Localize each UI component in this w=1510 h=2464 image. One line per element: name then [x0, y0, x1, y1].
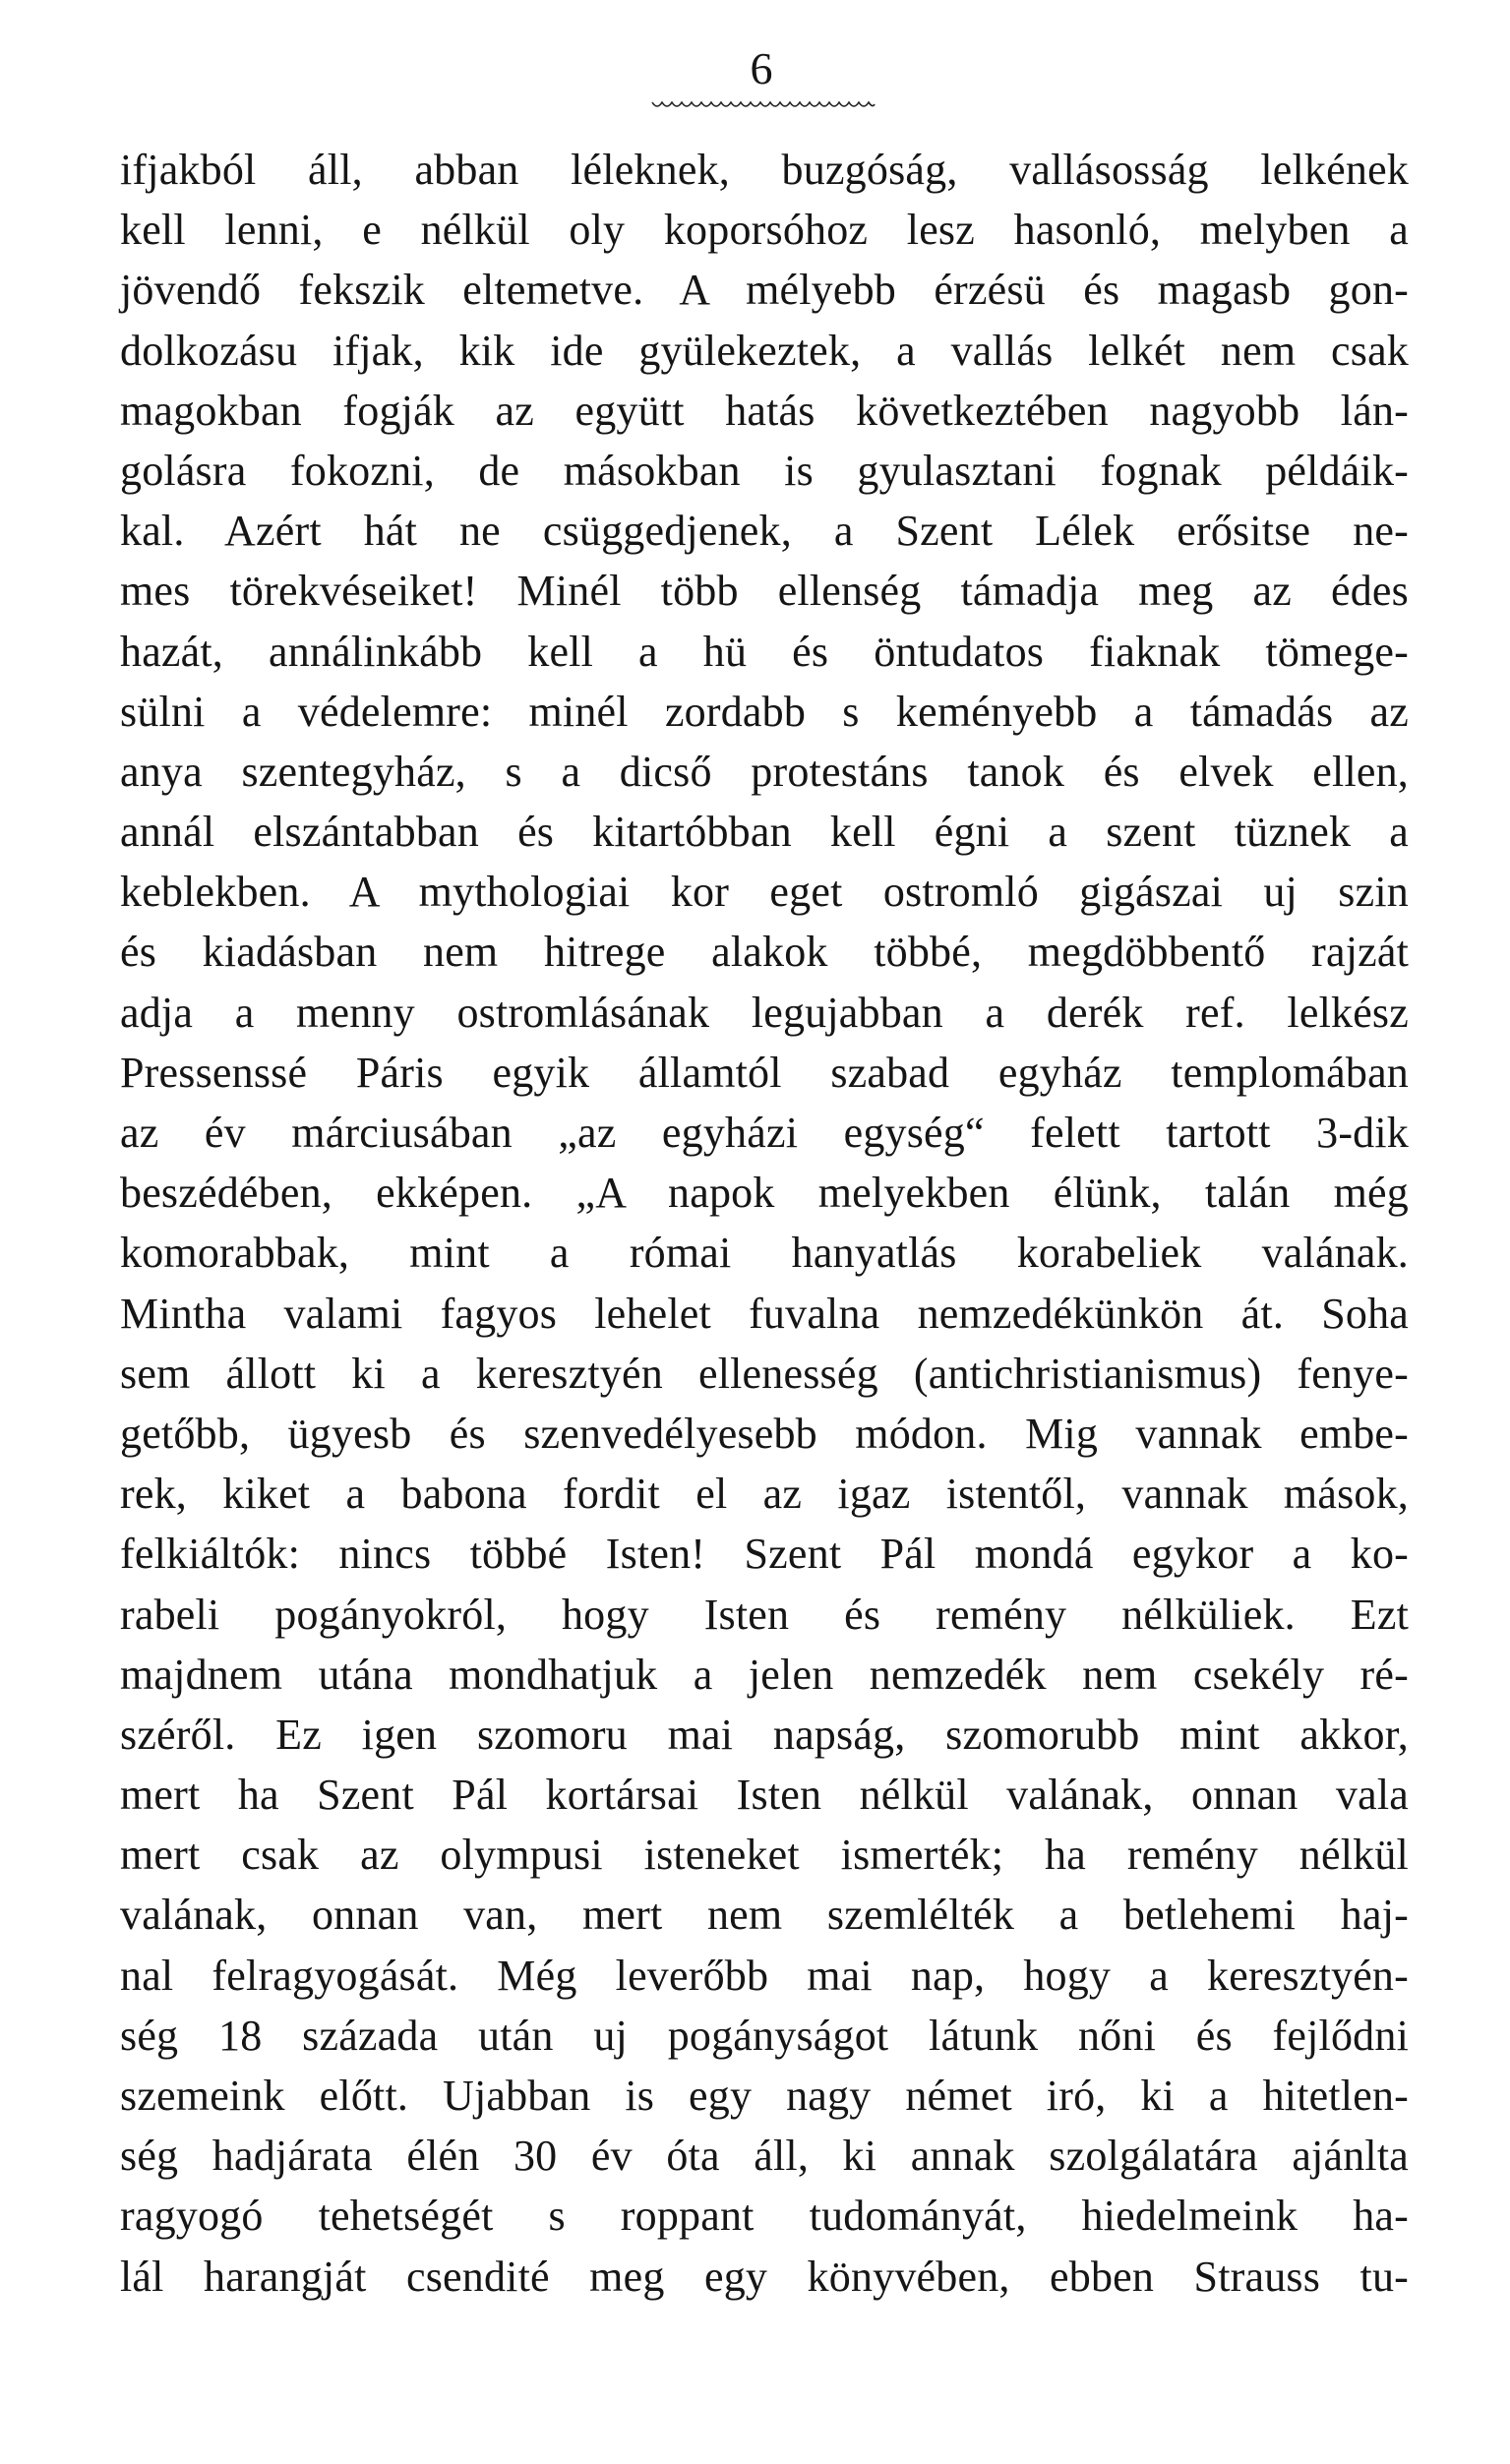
body-text — [120, 140, 1409, 2307]
text-line: ség hadjárata élén 30 év óta áll, ki annak szolgálatára ajánlta — [120, 2132, 1409, 2181]
text-line: ragyogó tehetségét s roppant tudományát, hiedelmeink ha- — [120, 2192, 1409, 2241]
text-line: sülni a védelemre: minél zordabb s keményebb a támadás az — [120, 687, 1409, 736]
text-line: anya szentegyház, s a dicső protestáns tanok és elvek ellen, — [120, 747, 1409, 796]
text-line: széről. Ez igen szomoru mai napság, szomorubb mint akkor, — [120, 1710, 1409, 1759]
text-line: nal felragyogását. Még leverőbb mai nap, hogy a keresztyén- — [120, 1951, 1409, 2000]
text-line: keblekben. A mythologiai kor eget ostromló gigászai uj szin — [120, 868, 1409, 917]
text-line: ség 18 százada után uj pogányságot látunk nőni és fejlődni — [120, 2011, 1409, 2060]
text-line: szemeink előtt. Ujabban is egy nagy német iró, ki a hitetlen- — [120, 2072, 1409, 2120]
text-line: valának, onnan van, mert nem szemlélték a betlehemi haj- — [120, 1891, 1409, 1940]
text-line: felkiáltók: nincs többé Isten! Szent Pál mondá egykor a ko- — [120, 1530, 1409, 1579]
text-line: Mintha valami fagyos lehelet fuvalna nemzedékünkön át. Soha — [120, 1289, 1409, 1338]
text-line: mes törekvéseiket! Minél több ellenség támadja meg az édes — [120, 567, 1409, 616]
text-line: dolkozásu ifjak, kik ide gyülekeztek, a vallás lelkét nem csak — [120, 326, 1409, 375]
wavy-rule-ornament — [650, 98, 876, 112]
text-line: jövendő fekszik eltemetve. A mélyebb érzésü és magasb gon- — [120, 266, 1409, 315]
text-line: adja a menny ostromlásának legujabban a derék ref. lelkész — [120, 988, 1409, 1037]
text-line: annál elszántabban és kitartóbban kell égni a szent tüznek a — [120, 808, 1409, 857]
text-line: az év márciusában „az egyházi egység“ felett tartott 3-dik — [120, 1109, 1409, 1157]
text-line: rabeli pogányokról, hogy Isten és remény nélküliek. Ezt — [120, 1590, 1409, 1639]
text-line: Pressenssé Páris egyik államtól szabad egyház templomában — [120, 1048, 1409, 1097]
text-line: kal. Azért hát ne csüggedjenek, a Szent Lélek erősitse ne- — [120, 507, 1409, 556]
text-line: getőbb, ügyesb és szenvedélyesebb módon. Mig vannak embe- — [120, 1409, 1409, 1458]
text-line: és kiadásban nem hitrege alakok többé, megdöbbentő rajzát — [120, 928, 1409, 977]
text-line: komorabbak, mint a római hanyatlás korabeliek valának. — [120, 1229, 1409, 1278]
text-line: ifjakból áll, abban léleknek, buzgóság, vallásosság lelkének — [120, 146, 1409, 194]
text-line: rek, kiket a babona fordit el az igaz istentől, vannak mások, — [120, 1470, 1409, 1519]
text-line: lál harangját csendité meg egy könyvében, ebben Strauss tu- — [120, 2252, 1409, 2301]
text-line: kell lenni, e nélkül oly koporsóhoz lesz hasonló, melyben a — [120, 206, 1409, 255]
text-line: sem állott ki a keresztyén ellenesség (antichristianismus) fenye- — [120, 1349, 1409, 1398]
page-number: 6 — [750, 43, 774, 93]
text-line: beszédében, ekképen. „A napok melyekben élünk, talán még — [120, 1169, 1409, 1218]
text-line: majdnem utána mondhatjuk a jelen nemzedék nem csekély ré- — [120, 1650, 1409, 1699]
text-line: hazát, annálinkább kell a hü és öntudatos fiaknak tömege- — [120, 627, 1409, 676]
text-line: mert ha Szent Pál kortársai Isten nélkül valának, onnan vala — [120, 1771, 1409, 1820]
text-line: golásra fokozni, de másokban is gyulasztani fognak példáik- — [120, 446, 1409, 495]
text-line: magokban fogják az együtt hatás következtében nagyobb lán- — [120, 386, 1409, 435]
text-line: mert csak az olympusi isteneket ismerték; ha remény nélkül — [120, 1831, 1409, 1880]
